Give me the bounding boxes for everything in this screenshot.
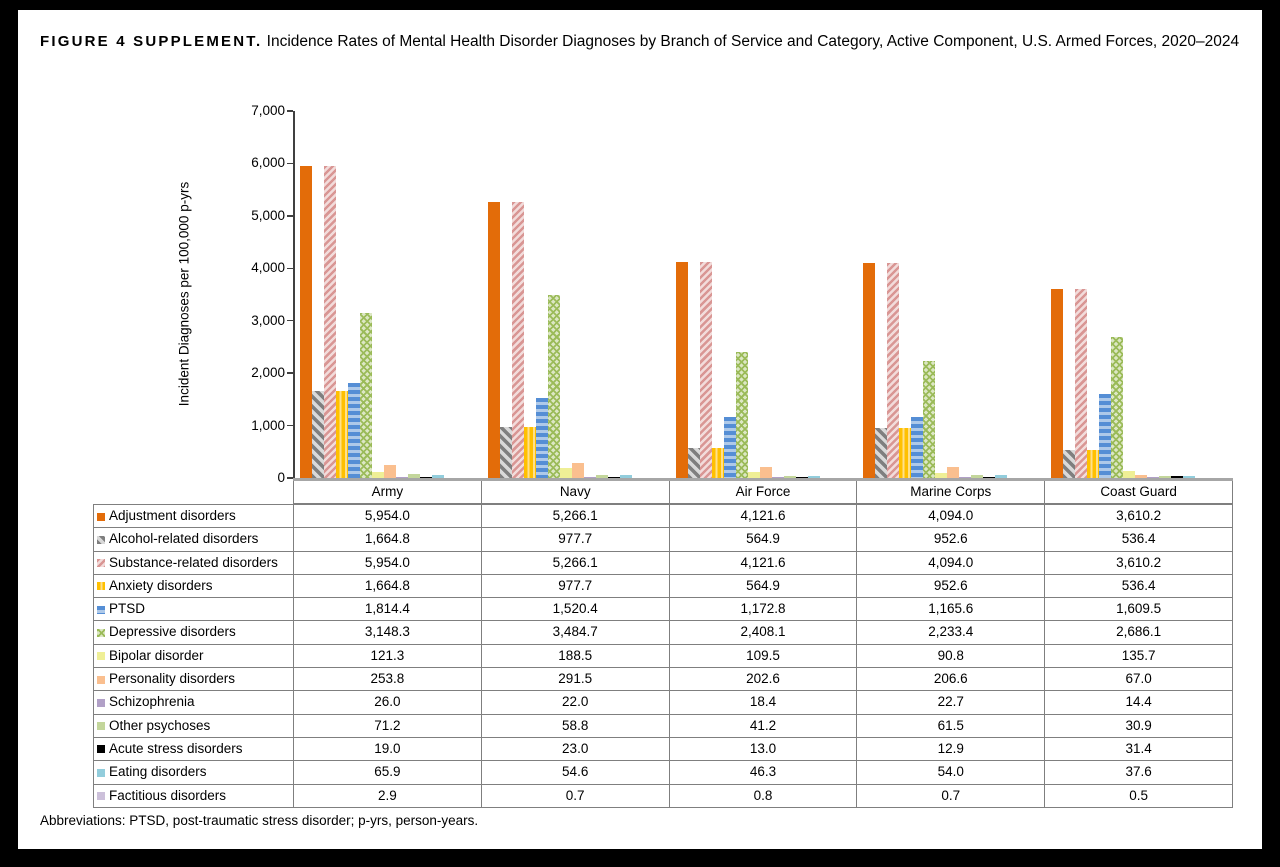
legend-swatch-acute-stress	[97, 745, 105, 753]
table-row-label-eating	[94, 761, 294, 784]
value-acute-stress-navy: 23.0	[482, 738, 670, 761]
value-adjustment-coast-guard: 3,610.2	[1045, 505, 1233, 528]
table-row-label-other-psychoses	[94, 715, 294, 738]
value-schizophrenia-navy: 22.0	[482, 691, 670, 714]
value-adjustment-navy: 5,266.1	[482, 505, 670, 528]
bar-ptsd-navy	[536, 398, 548, 478]
value-substance-army: 5,954.0	[294, 552, 482, 575]
value-depressive-marine-corps: 2,233.4	[857, 621, 1045, 644]
bar-depressive-coast-guard	[1111, 337, 1123, 478]
bar-substance-army	[324, 166, 336, 478]
value-personality-air-force: 202.6	[670, 668, 858, 691]
series-name: Anxiety disorders	[109, 577, 213, 593]
value-depressive-air-force: 2,408.1	[670, 621, 858, 644]
value-substance-coast-guard: 3,610.2	[1045, 552, 1233, 575]
bar-personality-air-force	[760, 467, 772, 478]
category-label-navy: Navy	[482, 481, 670, 504]
value-ptsd-coast-guard: 1,609.5	[1045, 598, 1233, 621]
series-name: Alcohol-related disorders	[109, 531, 259, 547]
table-row-label-alcohol	[94, 528, 294, 551]
value-factitious-marine-corps: 0.7	[857, 785, 1045, 808]
value-factitious-army: 2.9	[294, 785, 482, 808]
plot-area	[293, 111, 1232, 478]
legend-swatch-anxiety	[97, 582, 105, 590]
legend-swatch-other-psychoses	[97, 722, 105, 730]
series-name: Acute stress disorders	[109, 740, 243, 756]
bar-alcohol-coast-guard	[1063, 450, 1075, 478]
value-ptsd-marine-corps: 1,165.6	[857, 598, 1045, 621]
series-name: Schizophrenia	[109, 694, 195, 710]
footnote: Abbreviations: PTSD, post-traumatic stress disorder; p-yrs, person-years.	[40, 813, 479, 828]
bar-group-navy	[481, 111, 669, 478]
table-row-label-ptsd	[94, 598, 294, 621]
series-name: Substance-related disorders	[109, 554, 278, 570]
bar-group-coast-guard	[1044, 111, 1232, 478]
series-name: Personality disorders	[109, 671, 236, 687]
bar-ptsd-army	[348, 383, 360, 478]
bar-adjustment-army	[300, 166, 312, 478]
bar-ptsd-coast-guard	[1099, 394, 1111, 478]
bar-anxiety-army	[336, 391, 348, 478]
data-table	[93, 504, 1233, 808]
bar-bipolar-navy	[560, 468, 572, 478]
table-row-label-depressive	[94, 621, 294, 644]
bar-alcohol-air-force	[688, 448, 700, 478]
series-name: PTSD	[109, 601, 146, 617]
legend-swatch-bipolar	[97, 652, 105, 660]
category-label-row	[293, 481, 1233, 504]
value-depressive-navy: 3,484.7	[482, 621, 670, 644]
series-name: Depressive disorders	[109, 624, 236, 640]
value-personality-marine-corps: 206.6	[857, 668, 1045, 691]
table-row-label-factitious	[94, 785, 294, 808]
value-factitious-navy: 0.7	[482, 785, 670, 808]
value-bipolar-navy: 188.5	[482, 645, 670, 668]
value-bipolar-army: 121.3	[294, 645, 482, 668]
value-anxiety-navy: 977.7	[482, 575, 670, 598]
value-schizophrenia-coast-guard: 14.4	[1045, 691, 1233, 714]
bar-substance-air-force	[700, 262, 712, 478]
bar-depressive-air-force	[736, 352, 748, 478]
bar-alcohol-navy	[500, 427, 512, 478]
y-axis-tick-label: 0	[277, 470, 285, 485]
value-substance-navy: 5,266.1	[482, 552, 670, 575]
value-acute-stress-marine-corps: 12.9	[857, 738, 1045, 761]
value-eating-coast-guard: 37.6	[1045, 761, 1233, 784]
table-row-label-personality	[94, 668, 294, 691]
bar-adjustment-marine-corps	[863, 263, 875, 478]
y-axis-tick-label: 1,000	[251, 417, 285, 433]
value-depressive-army: 3,148.3	[294, 621, 482, 644]
series-name: Factitious disorders	[109, 787, 227, 803]
table-row-label-adjustment	[94, 505, 294, 528]
table-row-label-bipolar	[94, 645, 294, 668]
bar-depressive-marine-corps	[923, 361, 935, 478]
y-axis-tick-label: 4,000	[251, 260, 285, 276]
value-schizophrenia-marine-corps: 22.7	[857, 691, 1045, 714]
value-adjustment-army: 5,954.0	[294, 505, 482, 528]
legend-swatch-alcohol	[97, 536, 105, 544]
category-label-army: Army	[294, 481, 482, 504]
legend-swatch-eating	[97, 769, 105, 777]
value-depressive-coast-guard: 2,686.1	[1045, 621, 1233, 644]
bar-substance-marine-corps	[887, 263, 899, 478]
value-adjustment-air-force: 4,121.6	[670, 505, 858, 528]
value-eating-marine-corps: 54.0	[857, 761, 1045, 784]
value-alcohol-air-force: 564.9	[670, 528, 858, 551]
bar-group-army	[293, 111, 481, 478]
bar-bipolar-coast-guard	[1123, 471, 1135, 478]
series-name: Adjustment disorders	[109, 508, 236, 523]
bar-alcohol-marine-corps	[875, 428, 887, 478]
value-ptsd-navy: 1,520.4	[482, 598, 670, 621]
value-other-psychoses-navy: 58.8	[482, 715, 670, 738]
value-bipolar-marine-corps: 90.8	[857, 645, 1045, 668]
figure-title-text: Incidence Rates of Mental Health Disorder Diagnoses by Branch of Service and Category, Active Component, U.S. Armed Forces, 2020–2024	[262, 33, 1240, 50]
value-other-psychoses-air-force: 41.2	[670, 715, 858, 738]
category-label-air-force: Air Force	[670, 481, 858, 504]
y-axis-tick-label: 3,000	[251, 312, 285, 328]
value-alcohol-coast-guard: 536.4	[1045, 528, 1233, 551]
value-other-psychoses-marine-corps: 61.5	[857, 715, 1045, 738]
figure-title	[40, 30, 1240, 54]
bar-anxiety-air-force	[712, 448, 724, 478]
table-row-label-substance	[94, 552, 294, 575]
value-eating-army: 65.9	[294, 761, 482, 784]
value-acute-stress-air-force: 13.0	[670, 738, 858, 761]
legend-swatch-factitious	[97, 792, 105, 800]
bar-personality-marine-corps	[947, 467, 959, 478]
value-other-psychoses-army: 71.2	[294, 715, 482, 738]
series-name: Bipolar disorder	[109, 647, 204, 663]
bar-adjustment-air-force	[676, 262, 688, 478]
figure-title-prefix: FIGURE 4 SUPPLEMENT.	[40, 33, 263, 50]
value-personality-navy: 291.5	[482, 668, 670, 691]
legend-swatch-personality	[97, 676, 105, 684]
bar-alcohol-army	[312, 391, 324, 478]
value-factitious-coast-guard: 0.5	[1045, 785, 1233, 808]
value-other-psychoses-coast-guard: 30.9	[1045, 715, 1233, 738]
table-row-label-schizophrenia	[94, 691, 294, 714]
bar-personality-navy	[572, 463, 584, 478]
bar-personality-army	[384, 465, 396, 478]
value-personality-coast-guard: 67.0	[1045, 668, 1233, 691]
bar-anxiety-navy	[524, 427, 536, 478]
bar-depressive-navy	[548, 295, 560, 478]
bar-substance-navy	[512, 202, 524, 478]
value-substance-marine-corps: 4,094.0	[857, 552, 1045, 575]
bar-ptsd-marine-corps	[911, 417, 923, 478]
value-personality-army: 253.8	[294, 668, 482, 691]
bar-group-air-force	[669, 111, 857, 478]
y-axis-tick-label: 2,000	[251, 365, 285, 381]
series-name: Eating disorders	[109, 764, 207, 780]
category-label-marine-corps: Marine Corps	[857, 481, 1045, 504]
value-anxiety-army: 1,664.8	[294, 575, 482, 598]
legend-swatch-ptsd	[97, 606, 105, 614]
value-factitious-air-force: 0.8	[670, 785, 858, 808]
legend-swatch-substance	[97, 559, 105, 567]
category-label-coast-guard: Coast Guard	[1045, 481, 1233, 504]
value-bipolar-air-force: 109.5	[670, 645, 858, 668]
y-axis-tick-label: 7,000	[251, 103, 285, 118]
table-row-label-acute-stress	[94, 738, 294, 761]
bar-anxiety-marine-corps	[899, 428, 911, 478]
y-axis-tick-label: 5,000	[251, 207, 285, 223]
value-anxiety-air-force: 564.9	[670, 575, 858, 598]
value-anxiety-coast-guard: 536.4	[1045, 575, 1233, 598]
y-axis-title: Incident Diagnoses per 100,000 p-yrs	[176, 181, 192, 407]
bar-depressive-army	[360, 313, 372, 478]
value-substance-air-force: 4,121.6	[670, 552, 858, 575]
value-schizophrenia-air-force: 18.4	[670, 691, 858, 714]
value-bipolar-coast-guard: 135.7	[1045, 645, 1233, 668]
legend-swatch-adjustment	[97, 513, 105, 521]
legend-swatch-depressive	[97, 629, 105, 637]
value-ptsd-air-force: 1,172.8	[670, 598, 858, 621]
series-name: Other psychoses	[109, 717, 211, 733]
y-axis-tick-label: 6,000	[251, 155, 285, 171]
bar-group-marine-corps	[856, 111, 1044, 478]
value-eating-navy: 54.6	[482, 761, 670, 784]
value-adjustment-marine-corps: 4,094.0	[857, 505, 1045, 528]
legend-swatch-schizophrenia	[97, 699, 105, 707]
value-alcohol-marine-corps: 952.6	[857, 528, 1045, 551]
value-alcohol-army: 1,664.8	[294, 528, 482, 551]
bar-adjustment-coast-guard	[1051, 289, 1063, 478]
bar-adjustment-navy	[488, 202, 500, 478]
value-schizophrenia-army: 26.0	[294, 691, 482, 714]
table-row-label-anxiety	[94, 575, 294, 598]
value-eating-air-force: 46.3	[670, 761, 858, 784]
value-acute-stress-army: 19.0	[294, 738, 482, 761]
bar-anxiety-coast-guard	[1087, 450, 1099, 478]
value-alcohol-navy: 977.7	[482, 528, 670, 551]
value-anxiety-marine-corps: 952.6	[857, 575, 1045, 598]
value-acute-stress-coast-guard: 31.4	[1045, 738, 1233, 761]
figure-page	[18, 10, 1262, 849]
bar-substance-coast-guard	[1075, 289, 1087, 478]
bar-ptsd-air-force	[724, 417, 736, 478]
value-ptsd-army: 1,814.4	[294, 598, 482, 621]
